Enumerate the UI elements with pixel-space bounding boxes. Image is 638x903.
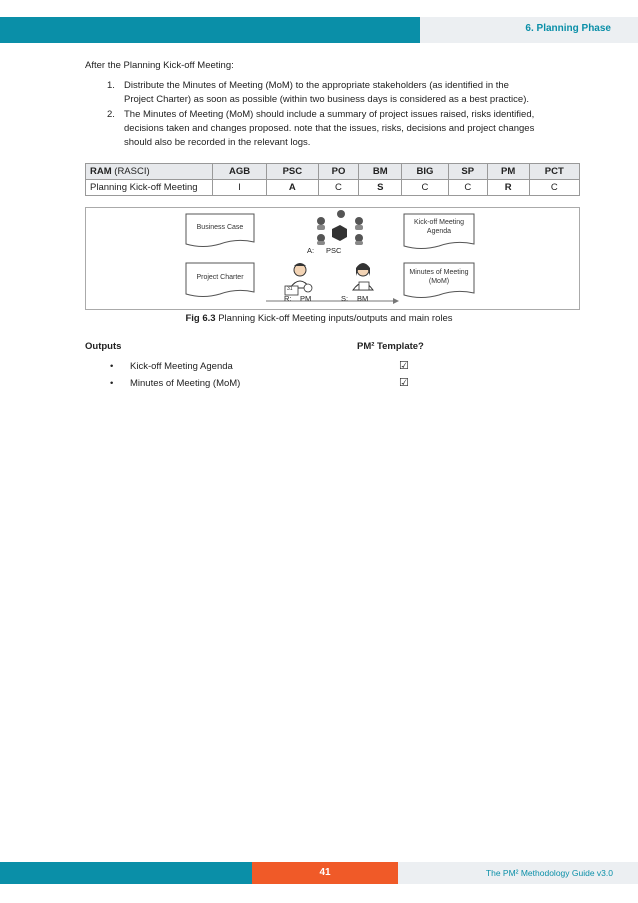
ram-table xyxy=(85,163,580,196)
ram-col-header: PM xyxy=(487,164,529,180)
output-agenda-label: Kick-off Meeting Agenda xyxy=(413,219,465,235)
ram-cell: A xyxy=(267,180,318,196)
step-1 xyxy=(107,79,577,107)
page-header xyxy=(0,17,638,43)
header-bar xyxy=(0,17,420,43)
checkbox-checked-icon: ☑ xyxy=(399,377,409,389)
step-2 xyxy=(107,108,577,150)
step-line: The Minutes of Meeting (MoM) should include a summary of project issues raised, risks identified, xyxy=(124,109,535,120)
ram-col-header: PSC xyxy=(267,164,318,180)
ram-col-header: BIG xyxy=(402,164,449,180)
ram-col-header: BM xyxy=(359,164,402,180)
ram-cell: R xyxy=(487,180,529,196)
ram-col-header: PO xyxy=(318,164,359,180)
flow-arrow-head xyxy=(393,298,399,304)
step-number: 2. xyxy=(107,109,115,120)
ram-col-header: AGB xyxy=(213,164,267,180)
ram-row-label: Planning Kick-off Meeting xyxy=(86,180,213,196)
bullet-icon: • xyxy=(110,378,114,389)
figure-diagram xyxy=(85,207,580,310)
template-heading: PM² Template? xyxy=(357,341,424,352)
ram-col-header: PCT xyxy=(529,164,579,180)
role-s-key: S: xyxy=(341,294,349,303)
checkbox-checked-icon: ☑ xyxy=(399,360,409,372)
role-a-key: A: xyxy=(307,246,315,255)
ram-cell: C xyxy=(402,180,449,196)
output-mom-label: Minutes of Meeting (MoM) xyxy=(409,269,469,285)
business-manager-icon xyxy=(353,263,373,290)
step-line: Distribute the Minutes of Meeting (MoM) to the appropriate stakeholders (as identified in the xyxy=(124,80,509,91)
steering-committee-icon xyxy=(317,210,363,245)
ram-row xyxy=(86,180,580,196)
role-s-value: BM xyxy=(357,294,369,303)
ram-cell: S xyxy=(359,180,402,196)
bullet-icon: • xyxy=(110,361,114,372)
role-r-value: PM xyxy=(300,294,312,303)
step-number: 1. xyxy=(107,80,115,91)
ram-cell: C xyxy=(529,180,579,196)
outputs-heading: Outputs xyxy=(85,341,122,352)
ram-header-cell: RAM (RASCI) xyxy=(86,164,213,180)
input-project-charter-label: Project Charter xyxy=(196,274,244,281)
page-footer xyxy=(0,862,638,884)
ram-cell: I xyxy=(213,180,267,196)
ram-cell: C xyxy=(318,180,359,196)
figure-caption: Fig 6.3 Planning Kick-off Meeting inputs/outputs and main roles xyxy=(185,313,453,324)
ram-header-row xyxy=(86,164,580,180)
step-line: decisions taken and changes proposed. note that the issues, risks, decisions and project changes xyxy=(124,123,535,134)
step-line: should also be recorded in the relevant logs. xyxy=(124,137,311,148)
section-title: 6. Planning Phase xyxy=(525,23,611,34)
role-r-key: R: xyxy=(284,294,292,303)
output-item-label: Minutes of Meeting (MoM) xyxy=(130,378,241,389)
role-a-value: PSC xyxy=(326,246,342,255)
ram-col-header: SP xyxy=(448,164,487,180)
input-business-case-label: Business Case xyxy=(196,224,244,231)
calendar-number: 31 xyxy=(287,286,293,292)
footer-guide-title: The PM² Methodology Guide v3.0 xyxy=(485,868,613,878)
ram-cell: C xyxy=(448,180,487,196)
intro-text: After the Planning Kick-off Meeting: xyxy=(85,60,234,71)
footer-bar-left xyxy=(0,862,252,884)
output-item-label: Kick-off Meeting Agenda xyxy=(130,361,233,372)
page-number: 41 xyxy=(319,867,331,878)
diagram-graphics xyxy=(86,208,579,309)
footer-page-box xyxy=(252,862,398,884)
step-line: Project Charter) as soon as possible (within two business days is considered as a best practice). xyxy=(124,94,529,105)
